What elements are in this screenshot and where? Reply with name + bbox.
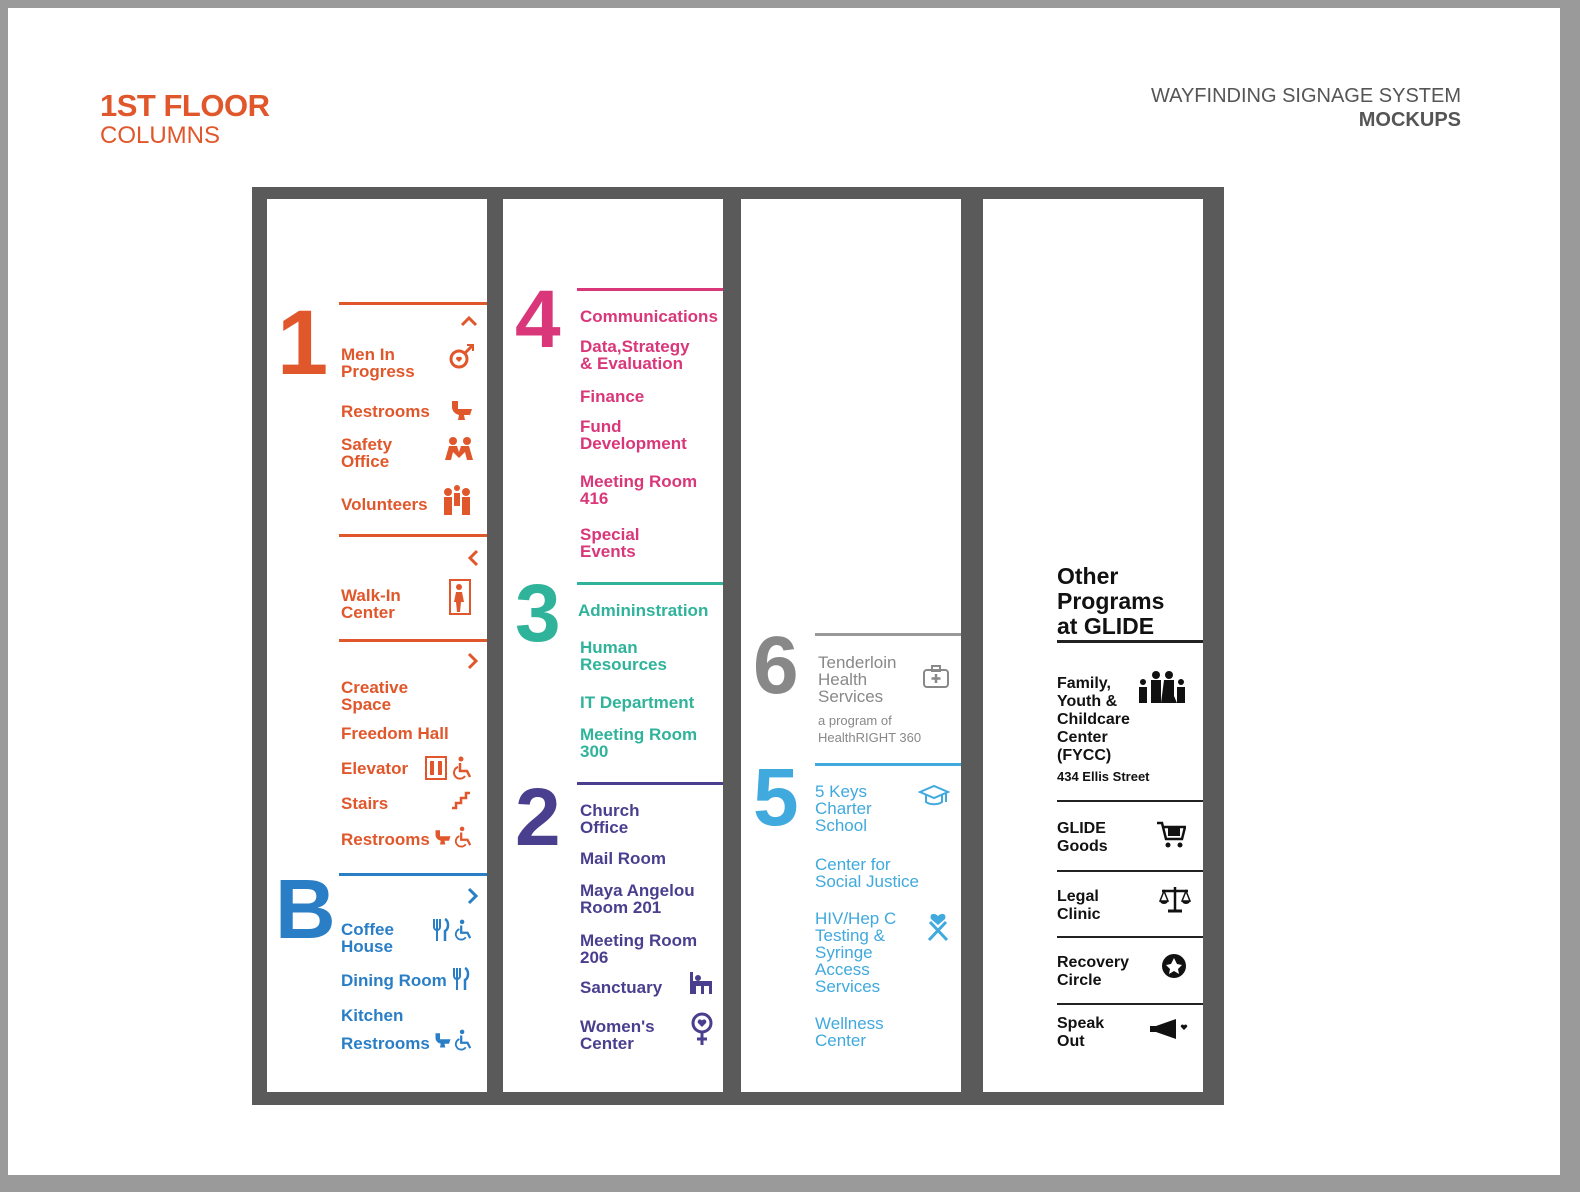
sign-wellness-center: Wellness Center	[815, 1014, 884, 1050]
other-programs-title: Other Programs at GLIDE	[1057, 563, 1165, 639]
sign-maya-angelou-room: Maya Angelou Room 201	[580, 881, 695, 917]
sign-communications: Communications	[580, 307, 718, 326]
sign-coffee-house: Coffee House	[341, 920, 394, 956]
church-icon	[687, 970, 715, 996]
elevator-icon	[424, 755, 448, 781]
sign-meeting-room-300: Meeting Room 300	[580, 725, 698, 761]
wheelchair-icon	[453, 917, 473, 943]
men-symbol-icon	[447, 342, 477, 372]
divider	[1057, 936, 1203, 938]
volunteers-icon	[439, 483, 475, 517]
safety-people-icon	[443, 435, 477, 465]
sign-fycc: Family, Youth & Childcare Center (FYCC)	[1057, 675, 1130, 764]
floor-subtitle: COLUMNS	[100, 122, 221, 149]
sign-human-resources: Human Resources	[580, 638, 667, 674]
sign-mail-room: Mail Room	[580, 849, 666, 868]
sign-men-in-progress: Men In Progress	[341, 345, 415, 381]
sign-tenderloin-health: Tenderloin Health Services	[818, 653, 897, 706]
utensils-icon	[431, 917, 451, 943]
medical-kit-icon	[921, 664, 951, 690]
megaphone-icon	[1147, 1016, 1191, 1042]
sign-recovery-circle: Recovery Circle	[1057, 954, 1130, 989]
sign-dining-room: Dining Room	[341, 971, 447, 990]
floor-number-4: 4	[515, 274, 559, 365]
family-icon	[1133, 669, 1189, 705]
divider	[339, 873, 487, 876]
sign-administration: Admininstration	[578, 601, 709, 620]
sign-volunteers: Volunteers	[341, 495, 428, 514]
sign-glide-goods: GLIDE Goods	[1057, 820, 1108, 855]
sign-freedom-hall: Freedom Hall	[341, 724, 449, 743]
floor-number-6: 6	[753, 620, 797, 711]
divider	[1057, 800, 1203, 802]
divider	[577, 582, 723, 585]
sign-data-strategy: Data,Strategy & Evaluation	[580, 337, 690, 373]
wheelchair-icon	[453, 1028, 473, 1052]
wheelchair-icon	[451, 755, 473, 781]
column-2	[503, 199, 723, 1092]
chevron-left-icon	[465, 547, 481, 569]
sign-stairs: Stairs	[341, 794, 389, 813]
sign-church-office: Church Office	[580, 801, 640, 837]
sign-meeting-room-206: Meeting Room 206	[580, 931, 698, 967]
divider	[339, 302, 487, 305]
floor-number-2: 2	[515, 772, 559, 863]
sign-legal-clinic: Legal Clinic	[1057, 888, 1101, 923]
sign-walk-in-center: Walk-In Center	[341, 586, 401, 622]
divider	[1057, 1003, 1203, 1005]
sign-5-keys-charter: 5 Keys Charter School	[815, 782, 872, 835]
sign-restrooms-2: Restrooms	[341, 830, 430, 849]
awareness-ribbon-icon	[923, 903, 953, 943]
divider	[339, 639, 487, 642]
chevron-right-icon	[465, 885, 481, 907]
women-symbol-icon	[689, 1011, 715, 1047]
sign-fycc-address: 434 Ellis Street	[1057, 769, 1150, 784]
sign-healthright-360: a program of HealthRIGHT 360	[818, 713, 922, 745]
system-title: WAYFINDING SIGNAGE SYSTEM	[1150, 85, 1461, 107]
sign-special-events: Special Events	[580, 525, 640, 561]
toilet-icon	[433, 1029, 453, 1051]
sign-center-social-justice: Center for Social Justice	[815, 855, 919, 891]
sign-womens-center: Women's Center	[580, 1017, 655, 1053]
sign-hiv-hep-c-testing: HIV/Hep C Testing & Syringe Access Services	[815, 909, 897, 996]
divider	[1057, 870, 1203, 872]
divider	[815, 763, 961, 766]
utensils-icon	[451, 966, 471, 992]
sign-kitchen: Kitchen	[341, 1006, 404, 1025]
divider	[577, 288, 723, 291]
sign-creative-space: Creative Space	[341, 678, 409, 714]
divider	[815, 633, 961, 636]
floor-number-3: 3	[515, 568, 559, 659]
divider	[1057, 640, 1203, 643]
divider	[577, 782, 723, 785]
sign-elevator: Elevator	[341, 759, 409, 778]
sign-safety-office: Safety Office	[341, 435, 393, 471]
column-3	[741, 199, 961, 1092]
recovery-icon	[1159, 951, 1189, 981]
chevron-up-icon	[459, 311, 479, 331]
sign-it-department: IT Department	[580, 693, 695, 712]
sign-speak-out: Speak Out	[1057, 1015, 1105, 1050]
floor-number-5: 5	[753, 752, 797, 843]
sign-restrooms: Restrooms	[341, 402, 430, 421]
wheelchair-icon	[453, 825, 473, 849]
system-header	[1151, 84, 1461, 132]
column-1	[267, 199, 487, 1092]
floor-letter-b: B	[275, 862, 334, 956]
shopping-cart-icon	[1155, 819, 1187, 851]
stairs-icon	[449, 789, 473, 811]
sign-fund-development: Fund Development	[580, 417, 687, 453]
columns-frame	[252, 187, 1224, 1105]
floor-number-1: 1	[277, 292, 327, 394]
toilet-icon	[433, 826, 453, 848]
scales-icon	[1157, 884, 1193, 914]
floor-title: 1ST FLOOR	[100, 88, 270, 123]
walk-in-door-icon	[447, 577, 473, 617]
column-4	[983, 199, 1203, 1092]
graduation-cap-icon	[917, 782, 951, 810]
system-subtitle: MOCKUPS	[1358, 109, 1461, 131]
toilet-icon	[449, 397, 475, 423]
chevron-right-icon	[465, 650, 481, 672]
sign-meeting-room-416: Meeting Room 416	[580, 472, 698, 508]
divider	[339, 534, 487, 537]
sign-restrooms-b: Restrooms	[341, 1034, 430, 1053]
sign-sanctuary: Sanctuary	[580, 978, 663, 997]
sign-finance: Finance	[580, 387, 645, 406]
